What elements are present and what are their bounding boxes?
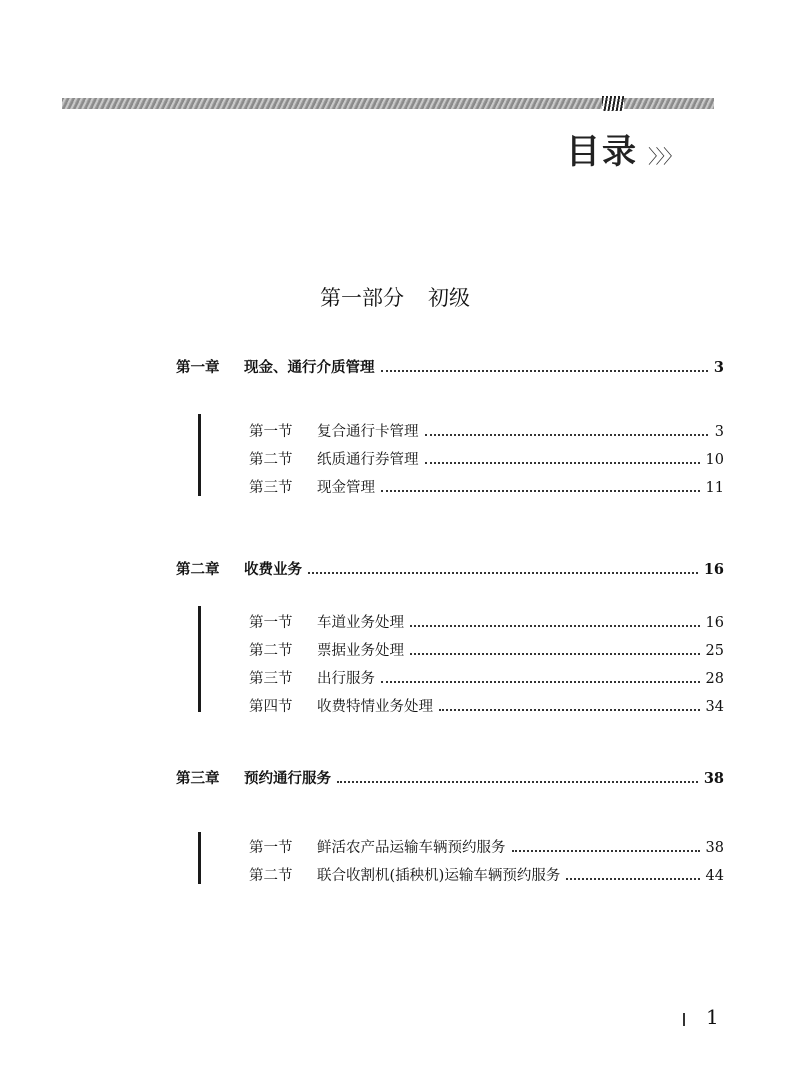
dot-leader	[381, 489, 700, 492]
chapter-title: 收费业务	[244, 561, 302, 578]
toc-chapter-2[interactable]	[176, 558, 724, 579]
dot-leader	[381, 680, 700, 683]
toc-section[interactable]	[249, 448, 724, 469]
chapter-title: 现金、通行介质管理	[244, 359, 375, 376]
toc-heading	[566, 124, 680, 173]
section-number: 第一节	[249, 615, 293, 631]
chapter-page: 38	[703, 770, 724, 787]
section-page: 34	[705, 699, 724, 715]
section-title: 出行服务	[317, 671, 375, 687]
section-page: 11	[705, 480, 724, 496]
section-number: 第二节	[249, 868, 293, 884]
part-heading	[0, 282, 790, 312]
chapter-number: 第一章	[176, 359, 220, 376]
section-number: 第一节	[249, 424, 293, 440]
section-title: 现金管理	[317, 480, 375, 496]
toc-section[interactable]	[249, 667, 724, 688]
dot-leader	[512, 849, 700, 852]
part-level: 初级	[428, 286, 470, 310]
chapter-page: 16	[703, 561, 724, 578]
section-group-bar	[198, 606, 201, 712]
section-page: 3	[714, 424, 724, 440]
section-page: 38	[705, 840, 724, 856]
toc-chapter-1[interactable]	[176, 356, 724, 377]
toc-section[interactable]	[249, 476, 724, 497]
section-title: 纸质通行券管理	[317, 452, 419, 468]
chapter-page: 3	[713, 359, 724, 376]
section-number: 第一节	[249, 840, 293, 856]
section-group-bar	[198, 414, 201, 496]
section-title: 车道业务处理	[317, 615, 404, 631]
dot-leader	[439, 708, 700, 711]
dot-leader	[308, 571, 698, 574]
chapter-number: 第三章	[176, 770, 220, 787]
section-number: 第二节	[249, 452, 293, 468]
section-title: 鲜活农产品运输车辆预约服务	[317, 840, 506, 856]
dot-leader	[381, 369, 708, 372]
section-page: 16	[705, 615, 724, 631]
toc-section[interactable]	[249, 420, 724, 441]
section-page: 28	[705, 671, 724, 687]
part-label: 第一部分	[320, 286, 404, 310]
dot-leader	[566, 877, 699, 880]
section-page: 44	[705, 868, 724, 884]
header-band-marks	[602, 96, 624, 111]
dot-leader	[425, 433, 709, 436]
chapter-number: 第二章	[176, 561, 220, 578]
chapter-title: 预约通行服务	[244, 770, 331, 787]
dot-leader	[410, 624, 700, 627]
toc-section[interactable]	[249, 639, 724, 660]
section-title: 复合通行卡管理	[317, 424, 419, 440]
section-number: 第三节	[249, 480, 293, 496]
toc-title: 目录	[566, 132, 638, 172]
dot-leader	[337, 780, 698, 783]
toc-section[interactable]	[249, 611, 724, 632]
toc-section[interactable]	[249, 695, 724, 716]
section-title: 联合收割机(插秧机)运输车辆预约服务	[317, 868, 561, 884]
section-page: 10	[705, 452, 724, 468]
section-page: 25	[705, 643, 724, 659]
dot-leader	[425, 461, 700, 464]
chevron-right-icon: 〉〉〉	[648, 146, 681, 168]
section-number: 第三节	[249, 671, 293, 687]
dot-leader	[410, 652, 700, 655]
toc-section[interactable]	[249, 836, 724, 857]
section-title: 收费特情业务处理	[317, 699, 433, 715]
page-number: 1	[706, 1005, 719, 1029]
section-number: 第四节	[249, 699, 293, 715]
section-title: 票据业务处理	[317, 643, 404, 659]
toc-section[interactable]	[249, 864, 724, 885]
section-number: 第二节	[249, 643, 293, 659]
section-group-bar	[198, 832, 201, 884]
footer-divider	[683, 1013, 685, 1026]
toc-chapter-3[interactable]	[176, 767, 724, 788]
